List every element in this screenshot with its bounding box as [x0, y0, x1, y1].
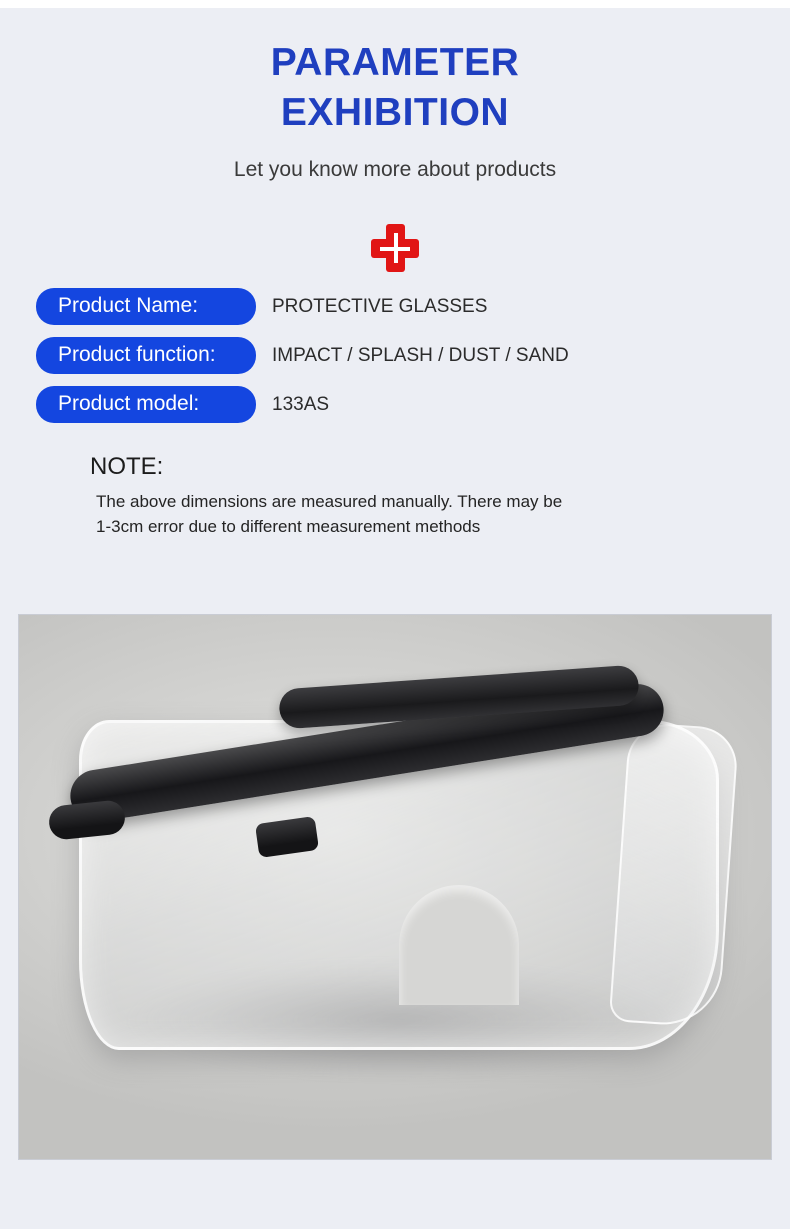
- note-text: [90, 489, 750, 539]
- product-photo-frame: [18, 614, 772, 1160]
- spec-row: [36, 337, 790, 374]
- product-photo: [19, 615, 771, 1159]
- medical-cross-icon: [371, 224, 419, 272]
- goggles-nose-notch: [399, 885, 519, 1005]
- cross-inner-vertical: [394, 233, 398, 263]
- page-title: [0, 38, 790, 138]
- spec-value-product-model: 133AS: [272, 393, 330, 415]
- page-title-line2: EXHIBITION: [280, 91, 510, 134]
- note-text-line1: The above dimensions are measured manually. There may be: [96, 492, 563, 512]
- protective-glasses-illustration: [19, 615, 771, 1159]
- top-white-strip: [0, 0, 790, 8]
- spec-label-product-name: Product Name:: [36, 288, 256, 325]
- spec-value-product-function: IMPACT / SPLASH / DUST / SAND: [272, 344, 569, 366]
- note-block: [0, 453, 790, 539]
- spec-label-product-model: Product model:: [36, 386, 256, 423]
- spec-label-product-function: Product function:: [36, 337, 256, 374]
- page-title-line1: PARAMETER: [270, 41, 520, 84]
- spec-value-product-name: PROTECTIVE GLASSES: [272, 295, 488, 317]
- page-subtitle: Let you know more about products: [233, 158, 557, 181]
- spec-list: [0, 288, 790, 423]
- spec-row: [36, 288, 790, 325]
- spec-row: [36, 386, 790, 423]
- goggles-side-shield: [609, 722, 740, 1029]
- note-text-line2: 1-3cm error due to different measurement methods: [96, 517, 481, 537]
- note-title: NOTE:: [90, 453, 164, 481]
- page-header: [0, 0, 790, 182]
- divider-icon-wrap: [0, 224, 790, 276]
